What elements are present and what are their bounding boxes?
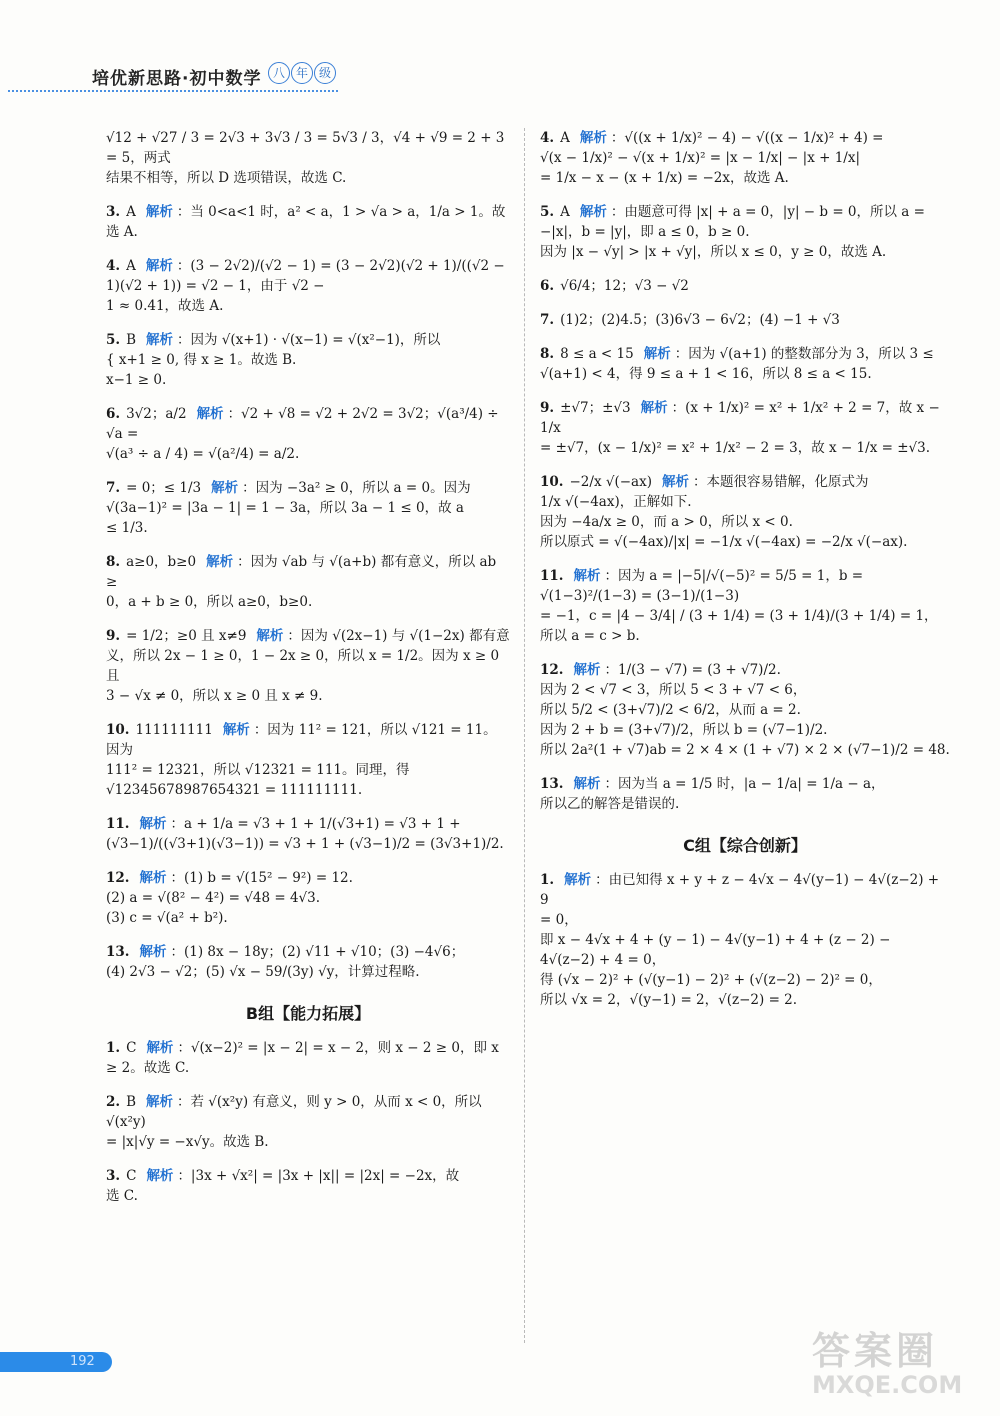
solution-line: √(a+1) < 4，得 9 ≤ a + 1 < 16，所以 8 ≤ a < 15.: [540, 366, 872, 382]
solution-line: √(a³ ÷ a / 4) = √(a²/4) = a/2.: [106, 446, 300, 462]
grade-char: 级: [314, 62, 336, 84]
item-number: 8.: [540, 346, 555, 362]
solution-line: 所以乙的解答是错误的.: [540, 796, 680, 812]
solution-text: ：1/(3 − √7) = (3 + √7)/2.: [604, 662, 781, 678]
solution-item: [540, 472, 950, 552]
solution-item: [540, 344, 950, 384]
item-number: 11.: [540, 568, 564, 584]
solution-text: ：因为 11² = 121，所以 √121 = 11。因为: [106, 722, 497, 758]
solution-item: [540, 276, 950, 296]
solution-line: = ±√7，(x − 1/x)² = x² + 1/x² − 2 = 3，故 x − 1/x = ±√3.: [540, 440, 930, 456]
analysis-label: 解析: [196, 406, 224, 422]
analysis-label: 解析: [206, 554, 234, 570]
solution-item: [106, 626, 510, 706]
solution-text: ：由题意可得 |x| + a = 0，|y| − b = 0，所以 a =: [610, 204, 925, 220]
right-column: [540, 128, 950, 1024]
item-number: 6.: [106, 406, 121, 422]
item-answer: 8 ≤ a < 15: [560, 346, 634, 362]
item-number: 6.: [540, 278, 555, 294]
solution-line: (4) 2√3 − √2；(5) √x − 59/(3y) √y，计算过程略.: [106, 964, 420, 980]
solution-line: √12345678987654321 = 111111111.: [106, 782, 363, 798]
item-answer: A: [126, 258, 136, 274]
solution-text: ：a + 1/a = √3 + 1 + 1/(√3+1) = √3 + 1 +: [170, 816, 461, 832]
solution-line: [106, 478, 510, 498]
analysis-label: 解析: [139, 944, 167, 960]
solution-line: { x+1 ≥ 0, 得 x ≥ 1。故选 B.: [106, 352, 297, 368]
solution-line: 因为 |x − √y| > |x + √y|，所以 x ≤ 0，y ≥ 0，故选 A.: [540, 244, 887, 260]
solution-line: [106, 552, 510, 592]
solution-item: [106, 1038, 510, 1078]
item-number: 5.: [540, 204, 555, 220]
item-number: 3.: [106, 204, 121, 220]
solution-line: 111² = 12321，所以 √12321 = 111。同理，得: [106, 762, 410, 778]
solution-line: [540, 344, 950, 364]
solution-line: [106, 626, 510, 646]
solution-item: [106, 330, 510, 390]
page-number-tab: [0, 1352, 112, 1372]
item-number: 9.: [540, 400, 555, 416]
solution-line: 4√(z−2) + 4 = 0，: [540, 952, 666, 968]
solution-item: [106, 868, 510, 928]
analysis-label: 解析: [573, 662, 601, 678]
solution-item: [106, 478, 510, 538]
item-number: 4.: [106, 258, 121, 274]
solution-line: x−1 ≥ 0.: [106, 372, 167, 388]
solution-text: ：√(x−2)² = |x − 2| = x − 2，则 x − 2 ≥ 0，即 x: [177, 1040, 499, 1056]
solution-line: [106, 868, 510, 888]
solution-text: ：(x + 1/x)² = x² + 1/x² + 2 = 7，故 x − 1/x: [540, 400, 940, 436]
item-number: 10.: [540, 474, 564, 490]
item-answer: A: [560, 204, 570, 220]
column-divider: [524, 128, 525, 1343]
item-number: 7.: [106, 480, 121, 496]
solution-item: [106, 814, 510, 854]
solution-line: [540, 202, 950, 222]
solution-line: [106, 1092, 510, 1132]
solution-text: ：|3x + √x²| = |3x + |x|| = |2x| = −2x，故: [177, 1168, 460, 1184]
solution-text: ：因为 √(x+1) · √(x−1) = √(x²−1)，所以: [177, 332, 441, 348]
left-column: [106, 128, 510, 1220]
solution-line: = −1，c = |4 − 3/4| / (3 + 1/4) = (3 + 1/4)/(3 + 1/4) = 1，所以 a = c > b.: [540, 608, 938, 644]
solution-item: [540, 774, 950, 814]
section-title: B组【能力拓展】: [245, 1004, 371, 1023]
solution-text: ：(1) 8x − 18y；(2) √11 + √10；(3) −4√6；: [170, 944, 465, 960]
analysis-label: 解析: [640, 400, 668, 416]
analysis-label: 解析: [145, 204, 173, 220]
item-number: 4.: [540, 130, 555, 146]
solution-line: 即 x − 4√x + 4 + (y − 1) − 4√(y−1) + 4 + (z − 2) −: [540, 932, 891, 948]
solution-line: 0，a + b ≥ 0，所以 a≥0，b≥0.: [106, 594, 313, 610]
solution-item: [106, 720, 510, 800]
solution-line: √(x − 1/x)² − √(x + 1/x)² = |x − 1/x| − |x + 1/x|: [540, 150, 861, 166]
analysis-label: 解析: [145, 258, 173, 274]
item-answer: (1)2；(2)4.5；(3)6√3 − 6√2；(4) −1 + √3: [560, 312, 840, 328]
solution-item: [106, 202, 510, 242]
solution-item: [540, 310, 950, 330]
solution-line: [540, 310, 950, 330]
analysis-label: 解析: [256, 628, 284, 644]
item-number: 3.: [106, 1168, 121, 1184]
solution-item: [106, 256, 510, 316]
solution-line: [106, 128, 510, 168]
solution-line: = 0，: [540, 912, 578, 928]
item-answer: −2/x √(−ax): [569, 474, 652, 490]
analysis-label: 解析: [579, 130, 607, 146]
item-number: 13.: [106, 944, 130, 960]
solution-item: [106, 1092, 510, 1152]
section-title: C组【综合创新】: [683, 836, 807, 855]
watermark-url: MXQE.COM: [812, 1371, 963, 1399]
item-answer: B: [126, 1094, 137, 1110]
solution-line: 义，所以 2x − 1 ≥ 0，1 − 2x ≥ 0，所以 x = 1/2。因为 x ≥ 0 且: [106, 648, 500, 684]
analysis-label: 解析: [139, 870, 167, 886]
analysis-label: 解析: [564, 872, 592, 888]
page-header: [0, 62, 1000, 102]
solution-text: ：由已知得 x + y + z − 4√x − 4√(y−1) − 4√(z−2) + 9: [540, 872, 940, 908]
solution-line: 所以 5/2 < (3+√7)/2 < 6/2，从而 a = 2.: [540, 702, 801, 718]
solution-item: [106, 942, 510, 982]
solution-item: [540, 128, 950, 188]
solution-line: −|x|，b = |y|，即 a ≤ 0，b ≥ 0.: [540, 224, 750, 240]
solution-line: (√3−1)/((√3+1)(√3−1)) = √3 + 1 + (√3−1)/2 = (3√3+1)/2.: [106, 836, 504, 852]
item-answer: ±√7；±√3: [560, 400, 631, 416]
analysis-label: 解析: [661, 474, 689, 490]
item-answer: C: [126, 1168, 137, 1184]
watermark-text: 答案圈: [812, 1329, 939, 1373]
item-answer: = 1/2；≥0 且 x≠9: [126, 628, 247, 644]
item-answer: C: [126, 1040, 137, 1056]
item-number: 13.: [540, 776, 564, 792]
solution-line: 所以原式 = √(−4ax)/|x| = −1/x √(−4ax) = −2/x √(−ax).: [540, 534, 908, 550]
solution-line: 3 − √x ≠ 0，所以 x ≥ 0 且 x ≠ 9.: [106, 688, 323, 704]
solution-item: [540, 660, 950, 760]
solution-text: ：因为当 a = 1/5 时，|a − 1/a| = 1/a − a，: [604, 776, 885, 792]
solution-line: (3) c = √(a² + b²).: [106, 910, 228, 926]
analysis-label: 解析: [146, 1040, 174, 1056]
item-answer: 3√2；a/2: [126, 406, 187, 422]
solution-item: [106, 128, 510, 188]
grade-char: 八: [268, 62, 290, 84]
solution-line: 因为 −4a/x ≥ 0，而 a > 0，所以 x < 0.: [540, 514, 793, 530]
item-number: 5.: [106, 332, 121, 348]
item-number: 8.: [106, 554, 121, 570]
item-number: 12.: [540, 662, 564, 678]
header-dotted-rule: [8, 90, 338, 92]
item-number: 7.: [540, 312, 555, 328]
solution-line: = 1/x − x − (x + 1/x) = −2x，故选 A.: [540, 170, 789, 186]
solution-line: [540, 276, 950, 296]
item-answer: a≥0，b≥0: [126, 554, 197, 570]
item-number: 2.: [106, 1094, 121, 1110]
solution-line: [106, 720, 510, 760]
solution-text: ：√2 + √8 = √2 + 2√2 = 3√2；√(a³/4) ÷ √a =: [106, 406, 499, 442]
solution-line: [540, 398, 950, 438]
solution-line: 得 (√x − 2)² + (√(y−1) − 2)² + (√(z−2) − 2)² = 0，: [540, 972, 882, 988]
solution-line: [540, 660, 950, 680]
solution-line: 所以 √x = 2，√(y−1) = 2，√(z−2) = 2.: [540, 992, 798, 1008]
solution-line: 结果不相等，所以 D 选项错误，故选 C.: [106, 170, 347, 186]
solution-item: [106, 552, 510, 612]
analysis-label: 解析: [573, 568, 601, 584]
item-answer: A: [560, 130, 570, 146]
solution-line: [106, 1038, 510, 1058]
solution-text: ：(1) b = √(15² − 9²) = 12.: [170, 870, 353, 886]
analysis-label: 解析: [643, 346, 671, 362]
solution-item: [540, 202, 950, 262]
page-number: 192: [70, 1354, 95, 1369]
solution-item: [106, 1166, 510, 1206]
item-number: 11.: [106, 816, 130, 832]
solution-line: 选 A.: [106, 224, 138, 240]
solution-line: [106, 1166, 510, 1186]
solution-line: 选 C.: [106, 1188, 138, 1204]
analysis-label: 解析: [211, 480, 239, 496]
solution-line: 因为 2 + b = (3+√7)/2，所以 b = (√7−1)/2.: [540, 722, 828, 738]
solution-text: ：因为 √ab 与 √(a+b) 都有意义，所以 ab ≥: [106, 554, 497, 590]
item-answer: B: [126, 332, 137, 348]
solution-line: [106, 814, 510, 834]
item-number: 9.: [106, 628, 121, 644]
solution-text: √12 + √27 / 3 = 2√3 + 3√3 / 3 = 5√3 / 3，√4 + √9 = 2 + 3 = 5，两式: [106, 130, 505, 166]
solution-text: ：√((x + 1/x)² − 4) − √((x − 1/x)² + 4) =: [610, 130, 884, 146]
item-number: 10.: [106, 722, 130, 738]
book-title: 培优新思路·初中数学: [92, 69, 262, 89]
item-answer: = 0；≤ 1/3: [126, 480, 202, 496]
solution-line: [106, 404, 510, 444]
solution-line: 因为 2 < √7 < 3，所以 5 < 3 + √7 < 6，: [540, 682, 807, 698]
solution-text: ：因为 −3a² ≥ 0，所以 a = 0。因为: [242, 480, 471, 496]
grade-badge: [268, 62, 336, 84]
analysis-label: 解析: [222, 722, 250, 738]
solution-line: [540, 870, 950, 910]
solution-text: ：本题很容易错解，化原式为: [692, 474, 869, 490]
item-answer: 111111111: [135, 722, 213, 738]
solution-text: ：若 √(x²y) 有意义，则 y > 0，从而 x < 0，所以 √(x²y): [106, 1094, 482, 1130]
analysis-label: 解析: [146, 332, 174, 348]
analysis-label: 解析: [579, 204, 607, 220]
analysis-label: 解析: [139, 816, 167, 832]
analysis-label: 解析: [146, 1168, 174, 1184]
solution-line: (2) a = √(8² − 4²) = √48 = 4√3.: [106, 890, 321, 906]
solution-text: ：因为 √(2x−1) 与 √(1−2x) 都有意: [287, 628, 510, 644]
solution-line: [540, 774, 950, 794]
solution-line: = |x|√y = −x√y。故选 B.: [106, 1134, 269, 1150]
solution-line: [106, 942, 510, 962]
item-answer: A: [126, 204, 136, 220]
solution-line: [106, 202, 510, 222]
solution-text: ：因为 a = |−5|/√(−5)² = 5/5 = 1，b = √(1−3)²/(1−3) = (3−1)/(1−3): [540, 568, 864, 604]
solution-item: [540, 566, 950, 646]
solution-item: [540, 398, 950, 458]
solution-line: ≥ 2。故选 C.: [106, 1060, 190, 1076]
analysis-label: 解析: [146, 1094, 174, 1110]
solution-line: [106, 256, 510, 296]
solution-line: [540, 472, 950, 492]
solution-line: 1/x √(−4ax)，正解如下.: [540, 494, 692, 510]
item-number: 12.: [106, 870, 130, 886]
solution-text: ：当 0<a<1 时，a² < a，1 > √a > a，1/a > 1。故: [176, 204, 506, 220]
grade-char: 年: [291, 62, 313, 84]
solution-line: √(3a−1)² = |3a − 1| = 1 − 3a，所以 3a − 1 ≤ 0，故 a: [106, 500, 464, 516]
solution-text: ：因为 √(a+1) 的整数部分为 3，所以 3 ≤: [674, 346, 934, 362]
solution-text: ：(3 − 2√2)/(√2 − 1) = (3 − 2√2)(√2 + 1)/((√2 − 1)(√2 + 1)) = √2 − 1，由于 √2 −: [106, 258, 505, 294]
watermark-logo: [812, 1320, 992, 1410]
solution-item: [106, 404, 510, 464]
item-number: 1.: [106, 1040, 121, 1056]
item-answer: √6/4；12；√3 − √2: [560, 278, 689, 294]
solution-line: [540, 128, 950, 148]
solution-line: ≤ 1/3.: [106, 520, 148, 536]
solution-item: [540, 870, 950, 1010]
solution-line: [106, 330, 510, 350]
solution-line: 1 ≈ 0.41，故选 A.: [106, 298, 224, 314]
analysis-label: 解析: [573, 776, 601, 792]
solution-line: [540, 566, 950, 606]
item-number: 1.: [540, 872, 555, 888]
solution-line: 所以 2a²(1 + √7)ab = 2 × 4 × (1 + √7) × 2 × (√7−1)/2 = 48.: [540, 742, 950, 758]
